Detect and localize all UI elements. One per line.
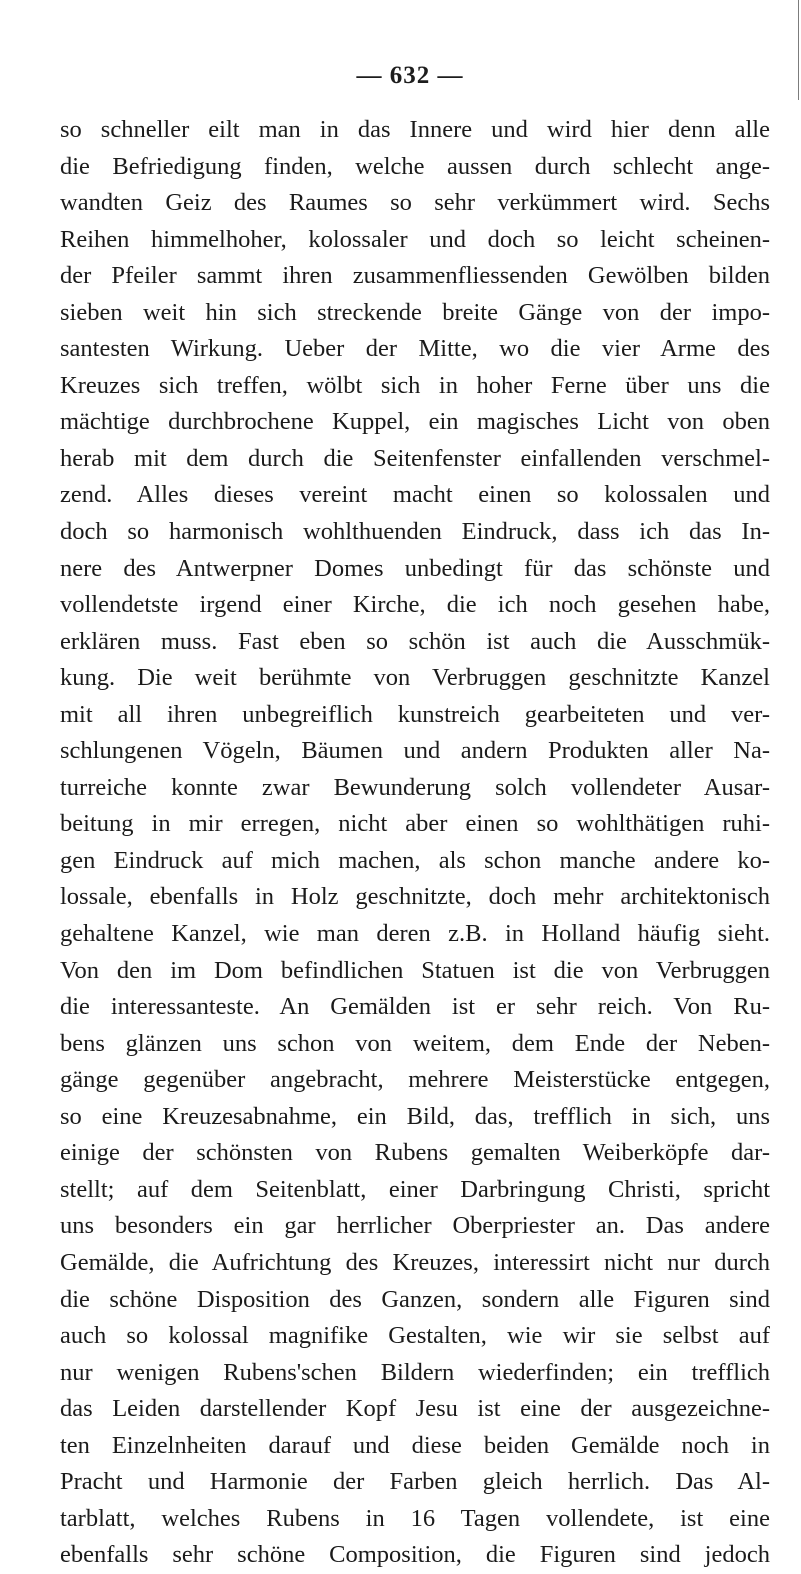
text-line: wandten Geiz des Raumes so sehr verkümmert wird. Sechs xyxy=(60,189,770,217)
text-line: uns besonders ein gar herrlicher Oberpriester an. Das andere xyxy=(60,1212,770,1240)
page-number: — 632 — xyxy=(356,62,464,89)
text-line: turreiche konnte zwar Bewunderung solch vollendeter Ausar- xyxy=(60,773,770,801)
text-line: kung. Die weit berühmte von Verbruggen geschnitzte Kanzel xyxy=(60,664,770,692)
page-edge-line xyxy=(798,0,799,100)
text-line: gänge gegenüber angebracht, mehrere Meisterstücke entgegen, xyxy=(60,1066,770,1094)
text-line: doch so harmonisch wohlthuenden Eindruck, dass ich das In- xyxy=(60,518,770,546)
text-line: ebenfalls sehr schöne Composition, die Figuren sind jedoch xyxy=(60,1541,770,1569)
text-line: sieben weit hin sich streckende breite Gänge von der impo- xyxy=(60,298,770,326)
body-text xyxy=(60,112,770,1574)
text-line: tarblatt, welches Rubens in 16 Tagen vollendete, ist eine xyxy=(60,1504,770,1532)
text-line: Gemälde, die Aufrichtung des Kreuzes, interessirt nicht nur durch xyxy=(60,1248,770,1276)
text-line: Reihen himmelhoher, kolossaler und doch so leicht scheinen- xyxy=(60,225,770,253)
text-line: nere des Antwerpner Domes unbedingt für das schönste und xyxy=(60,554,770,582)
text-line: einige der schönsten von Rubens gemalten Weiberköpfe dar- xyxy=(60,1139,770,1167)
text-line: beitung in mir erregen, nicht aber einen so wohlthätigen ruhi- xyxy=(60,810,770,838)
text-line: stellt; auf dem Seitenblatt, einer Darbringung Christi, spricht xyxy=(60,1175,770,1203)
text-line: das Leiden darstellender Kopf Jesu ist eine der ausgezeichne- xyxy=(60,1395,770,1423)
text-line: vollendetste irgend einer Kirche, die ich noch gesehen habe, xyxy=(60,591,770,619)
text-line: Von den im Dom befindlichen Statuen ist die von Verbruggen xyxy=(60,956,770,984)
text-line: herab mit dem durch die Seitenfenster einfallenden verschmel- xyxy=(60,444,770,472)
text-line: so eine Kreuzesabnahme, ein Bild, das, trefflich in sich, uns xyxy=(60,1102,770,1130)
text-line: die schöne Disposition des Ganzen, sondern alle Figuren sind xyxy=(60,1285,770,1313)
text-line: zend. Alles dieses vereint macht einen so kolossalen und xyxy=(60,481,770,509)
text-line: der Pfeiler sammt ihren zusammenfliessenden Gewölben bilden xyxy=(60,262,770,290)
text-line: mit all ihren unbegreiflich kunstreich gearbeiteten und ver- xyxy=(60,700,770,728)
text-line: nur wenigen Rubens'schen Bildern wiederfinden; ein trefflich xyxy=(60,1358,770,1386)
text-line: lossale, ebenfalls in Holz geschnitzte, doch mehr architektonisch xyxy=(60,883,770,911)
text-line: Kreuzes sich treffen, wölbt sich in hoher Ferne über uns die xyxy=(60,371,770,399)
text-line: bens glänzen uns schon von weitem, dem Ende der Neben- xyxy=(60,1029,770,1057)
text-line: schlungenen Vögeln, Bäumen und andern Produkten aller Na- xyxy=(60,737,770,765)
text-line: die Befriedigung finden, welche aussen durch schlecht ange- xyxy=(60,152,770,180)
text-line: Pracht und Harmonie der Farben gleich herrlich. Das Al- xyxy=(60,1468,770,1496)
text-line: ten Einzelnheiten darauf und diese beiden Gemälde noch in xyxy=(60,1431,770,1459)
text-line: gehaltene Kanzel, wie man deren z.B. in Holland häufig sieht. xyxy=(60,920,770,948)
text-line: santesten Wirkung. Ueber der Mitte, wo die vier Arme des xyxy=(60,335,770,363)
text-line: mächtige durchbrochene Kuppel, ein magisches Licht von oben xyxy=(60,408,770,436)
text-line: auch so kolossal magnifike Gestalten, wie wir sie selbst auf xyxy=(60,1322,770,1350)
text-line: die interessanteste. An Gemälden ist er sehr reich. Von Ru- xyxy=(60,993,770,1021)
text-line: so schneller eilt man in das Innere und wird hier denn alle xyxy=(60,116,770,143)
text-line: gen Eindruck auf mich machen, als schon manche andere ko- xyxy=(60,846,770,874)
text-line: erklären muss. Fast eben so schön ist auch die Ausschmük- xyxy=(60,627,770,655)
